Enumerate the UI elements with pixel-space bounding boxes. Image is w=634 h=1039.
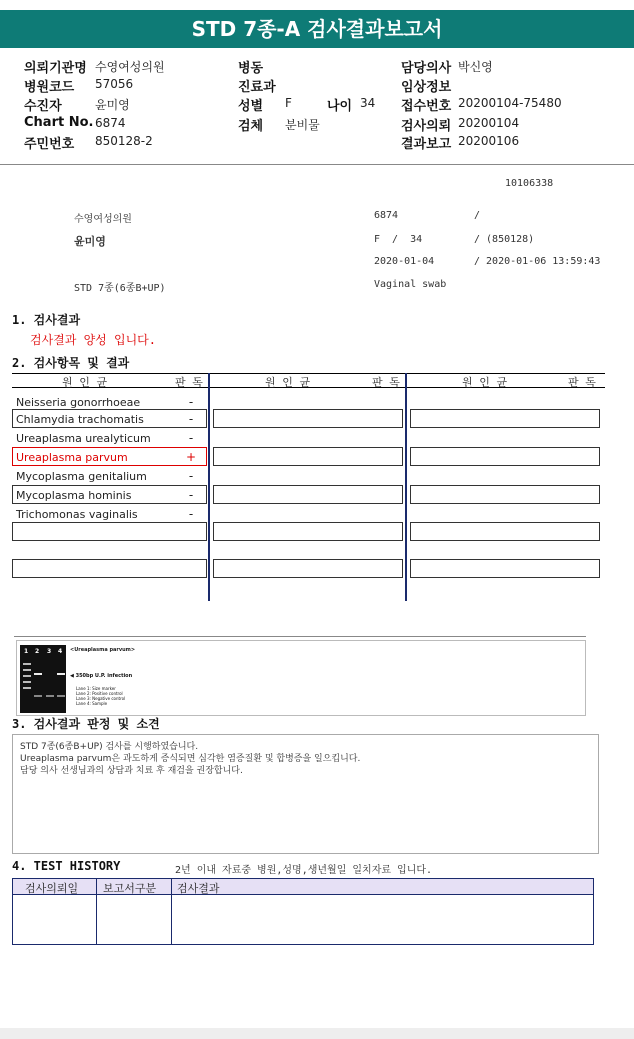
organism-name: Chlamydia trachomatis xyxy=(16,413,144,426)
organism-name: Mycoplasma genitalium xyxy=(16,470,147,483)
hospital-code-label: 병원코드 xyxy=(24,80,75,95)
meta-sex-age: F / 34 xyxy=(374,234,423,245)
specimen-label: 검체 xyxy=(238,119,264,134)
table-row xyxy=(410,485,600,504)
section3-title: 3. 검사결과 판정 및 소견 xyxy=(12,717,160,731)
section1-title: 1. 검사결과 xyxy=(12,313,81,327)
table-row xyxy=(213,522,403,541)
report-title: STD 7종-A 검사결과보고서 xyxy=(0,10,634,48)
page-footer-bar xyxy=(0,1028,634,1039)
hospital-value: 수영여성의원 xyxy=(95,60,165,74)
organism-result: - xyxy=(188,431,194,445)
patient-value: 윤미영 xyxy=(95,98,130,112)
history-col-divider xyxy=(171,878,172,945)
organism-result: - xyxy=(188,507,194,521)
organism-name: Ureaplasma urealyticum xyxy=(16,432,151,445)
table-row xyxy=(213,447,403,466)
gel-lane-label: 4 xyxy=(58,648,63,655)
gel-band xyxy=(34,695,42,697)
table-row xyxy=(213,559,403,578)
meta-patient: 윤미영 xyxy=(74,235,106,248)
meta-hospital: 수영여성의원 xyxy=(74,214,132,225)
organism-name: Trichomonas vaginalis xyxy=(16,508,138,521)
clinical-info-label: 임상정보 xyxy=(401,80,452,95)
table-row xyxy=(12,522,207,541)
col-organism-2: 원 인 균 xyxy=(265,376,311,389)
gel-legend-item: Lane 3: Negative control xyxy=(76,696,126,701)
gel-lane-label: 1 xyxy=(24,648,29,655)
hospital-code-value: 57056 xyxy=(95,77,134,91)
organism-result: - xyxy=(188,469,194,483)
history-table-body xyxy=(12,895,594,945)
table-row xyxy=(213,485,403,504)
gel-marker-label: ◀ 350bp U.P. infection xyxy=(70,673,133,679)
opinion-line: STD 7종(6종B+UP) 검사를 시행하였습니다. xyxy=(20,742,199,752)
sex-value: F xyxy=(285,96,292,110)
section4-title: 4. TEST HISTORY xyxy=(12,859,121,873)
history-col-request-date: 검사의뢰일 xyxy=(25,882,79,895)
department-label: 진료과 xyxy=(238,80,276,95)
table-row xyxy=(410,522,600,541)
resident-no-value: 850128-2 xyxy=(95,134,153,148)
section2-title: 2. 검사항목 및 결과 xyxy=(12,356,130,370)
gel-band xyxy=(46,695,54,697)
resident-no-label: 주민번호 xyxy=(24,137,75,152)
organism-name-positive: Ureaplasma parvum xyxy=(16,451,128,464)
request-date-label: 검사의뢰 xyxy=(401,119,452,134)
patient-label: 수진자 xyxy=(24,99,62,114)
gel-legend-item: Lane 1: Size marker xyxy=(76,686,116,691)
history-col-report-type: 보고서구분 xyxy=(103,882,157,895)
age-label: 나이 xyxy=(327,99,353,114)
column-divider-2 xyxy=(405,373,407,601)
opinion-box xyxy=(12,734,599,854)
meta-date-reported: / 2020-01-06 13:59:43 xyxy=(474,256,601,267)
organism-name: Mycoplasma hominis xyxy=(16,489,132,502)
gel-lane-label: 3 xyxy=(47,648,52,655)
report-date-value: 20200106 xyxy=(458,134,520,148)
gel-band xyxy=(57,673,65,675)
meta-specimen: Vaginal swab xyxy=(374,279,447,290)
col-judgement-2: 판 독 xyxy=(372,376,400,389)
meta-chart: 6874 xyxy=(374,210,399,221)
organism-result-positive: + xyxy=(185,450,197,464)
column-divider-1 xyxy=(208,373,210,601)
gel-image xyxy=(20,645,66,713)
gel-band xyxy=(23,687,31,689)
meta-date-received: 2020-01-04 xyxy=(374,256,435,267)
accession-value: 20200104-75480 xyxy=(458,96,562,110)
organism-result: - xyxy=(188,488,194,502)
sex-label: 성별 xyxy=(238,99,264,114)
gel-band xyxy=(34,673,42,675)
table-row xyxy=(213,409,403,428)
history-table-header xyxy=(12,878,594,895)
table-row xyxy=(410,409,600,428)
ward-label: 병동 xyxy=(238,61,264,76)
report-date-label: 결과보고 xyxy=(401,137,452,152)
meta-birth: / (850128) xyxy=(474,234,535,245)
meta-test-name: STD 7종(6종B+UP) xyxy=(74,283,166,294)
gel-band xyxy=(23,681,31,683)
organism-result: - xyxy=(188,395,194,409)
gel-band xyxy=(23,669,31,671)
organism-result: - xyxy=(188,412,194,426)
history-col-divider xyxy=(96,878,97,945)
gel-legend-item: Lane 4: Sample xyxy=(76,701,108,706)
gel-lane-label: 2 xyxy=(35,648,40,655)
request-date-value: 20200104 xyxy=(458,116,520,130)
doctor-label: 담당의사 xyxy=(401,61,452,76)
specimen-value: 분비물 xyxy=(285,118,320,132)
col-judgement-1: 판 독 xyxy=(175,376,203,389)
accession-label: 접수번호 xyxy=(401,99,452,114)
gel-top-line xyxy=(14,636,586,637)
header-divider xyxy=(0,164,634,165)
history-col-result: 검사결과 xyxy=(177,882,220,895)
gel-title: <Ureaplasma parvum> xyxy=(70,647,136,653)
meta-slash: / xyxy=(474,210,481,221)
hospital-label: 의뢰기관명 xyxy=(24,61,87,76)
table-row xyxy=(410,559,600,578)
organism-name: Neisseria gonorrhoeae xyxy=(16,396,141,409)
table-row xyxy=(12,559,207,578)
barcode-number: 10106338 xyxy=(505,178,554,189)
opinion-line: 담당 의사 선생님과의 상담과 치료 후 재검을 권장합니다. xyxy=(20,766,243,776)
gel-band xyxy=(57,695,65,697)
gel-band xyxy=(23,675,31,677)
history-note: 2년 이내 자료중 병원,성명,생년월일 일치자료 입니다. xyxy=(175,865,433,876)
gel-band xyxy=(23,663,31,665)
chart-no-value: 6874 xyxy=(95,116,126,130)
table-row xyxy=(410,447,600,466)
doctor-value: 박신영 xyxy=(458,60,493,74)
opinion-line: Ureaplasma parvum은 과도하게 증식되면 심각한 염증질환 및 합병증을 일으킵니다. xyxy=(20,754,361,764)
positive-result-text: 검사결과 양성 입니다. xyxy=(30,333,157,347)
col-organism-3: 원 인 균 xyxy=(462,376,508,389)
age-value: 34 xyxy=(360,96,376,110)
chart-no-label: Chart No. xyxy=(24,115,94,130)
gel-legend-item: Lane 2: Positive control xyxy=(76,691,123,696)
col-organism-1: 원 인 균 xyxy=(62,376,108,389)
col-judgement-3: 판 독 xyxy=(568,376,596,389)
